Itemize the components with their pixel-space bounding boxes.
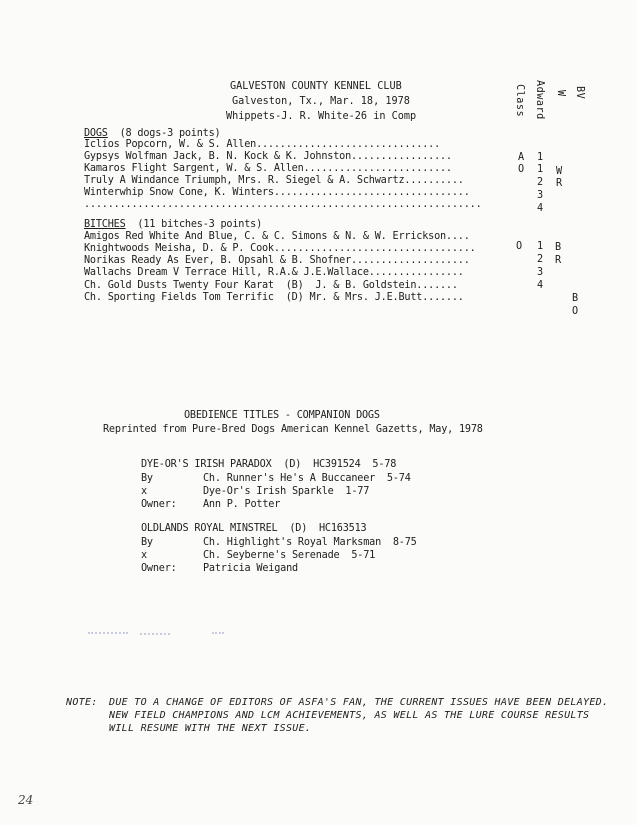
dogs-mark-award: 4 [537, 203, 544, 214]
dogs-mark-class: A [518, 152, 525, 163]
obedience-owner-value: Ann P. Potter [203, 499, 281, 510]
bitches-entry: Knightwoods Meisha, D. & P. Cook.................................. [84, 243, 476, 254]
bitches-mark-award: 3 [537, 267, 544, 278]
event-location-date: Galveston, Tx., Mar. 18, 1978 [232, 96, 410, 107]
obedience-source: Reprinted from Pure-Bred Dogs American Kennel Gazetts, May, 1978 [103, 424, 483, 435]
obedience-by-label: By [141, 537, 153, 548]
obedience-x-value: Dye-Or's Irish Sparkle 1-77 [203, 486, 370, 497]
dogs-entry: Truly A Windance Triumph, Mrs. R. Siegel & A. Schwartz.......... [84, 175, 464, 186]
dogs-mark-award: 2 [537, 177, 544, 188]
judge-line: Whippets-J. R. White-26 in Comp [226, 111, 417, 122]
bitches-mark-award: 4 [537, 280, 544, 291]
bitches-entry: Wallachs Dream V Terrace Hill, R.A.& J.E.Wallace................ [84, 267, 464, 278]
bitches-mark-w: R [555, 255, 562, 266]
obedience-x-label: x [141, 486, 147, 497]
column-header-class: Class [514, 84, 525, 118]
bitches-entry: Ch. Sporting Fields Tom Terrific (D) Mr. & Mrs. J.E.Butt....... [84, 292, 464, 303]
dogs-mark-award: 3 [537, 190, 544, 201]
scan-smudge [88, 632, 128, 634]
dogs-mark-award: 1 [537, 164, 544, 175]
obedience-by-value: Ch. Runner's He's A Buccaneer 5-74 [203, 473, 411, 484]
page-number: 24 [18, 793, 34, 807]
obedience-by-label: By [141, 473, 153, 484]
bitches-mark-award: 2 [537, 254, 544, 265]
bitches-mark-bv: B [572, 293, 579, 304]
bitches-entry: Amigos Red White And Blue, C. & C. Simons & N. & W. Errickson.... [84, 231, 470, 242]
bitches-mark-bv: O [572, 306, 579, 317]
dogs-count: (8 dogs-3 points) [119, 128, 221, 139]
dogs-mark-class: O [518, 164, 525, 175]
obedience-owner-label: Owner: [141, 563, 177, 574]
note-line: WILL RESUME WITH THE NEXT ISSUE. [109, 723, 312, 734]
obedience-owner-label: Owner: [141, 499, 177, 510]
scan-smudge [140, 633, 170, 635]
dogs-entry: Kamaros Flight Sargent, W. & S. Allen......................... [84, 163, 452, 174]
obedience-record-name: DYE-OR'S IRISH PARADOX (D) HC391524 5-78 [141, 459, 397, 470]
obedience-x-label: x [141, 550, 147, 561]
dogs-entry: Gypsys Wolfman Jack, B. N. Kock & K. Johnston................. [84, 151, 452, 162]
bitches-heading-label: BITCHES [84, 219, 126, 230]
bitches-mark-award: 1 [537, 241, 544, 252]
column-header-award: Adward [534, 80, 545, 120]
bitches-mark-w: B [555, 242, 562, 253]
dogs-entry: Iclios Popcorn, W. & S. Allen............................... [84, 139, 441, 150]
obedience-x-value: Ch. Seyberne's Serenade 5-71 [203, 550, 376, 561]
dogs-heading-label: DOGS [84, 128, 108, 139]
bitches-mark-class: O [516, 241, 523, 252]
club-title: GALVESTON COUNTY KENNEL CLUB [230, 81, 402, 92]
column-header-bv: BV [574, 86, 585, 100]
dogs-entry: Winterwhip Snow Cone, K. Winters................................. [84, 187, 470, 198]
dogs-mark-award: 1 [537, 152, 544, 163]
bitches-count: (11 bitches-3 points) [137, 219, 263, 230]
note-line: NEW FIELD CHAMPIONS AND LCM ACHIEVEMENTS, AS WELL AS THE LURE COURSE RESULTS [109, 710, 590, 721]
dogs-entry: ................................................................... [84, 199, 482, 210]
dogs-mark-w: W [556, 166, 563, 177]
obedience-title: OBEDIENCE TITLES - COMPANION DOGS [184, 410, 380, 421]
bitches-entry: Norikas Ready As Ever, B. Opsahl & B. Shofner.................... [84, 255, 470, 266]
obedience-owner-value: Patricia Weigand [203, 563, 298, 574]
obedience-record-name: OLDLANDS ROYAL MINSTREL (D) HC163513 [141, 523, 367, 534]
scan-smudge [212, 632, 224, 634]
bitches-entry: Ch. Gold Dusts Twenty Four Karat (B) J. & B. Goldstein....... [84, 280, 458, 291]
obedience-by-value: Ch. Highlight's Royal Marksman 8-75 [203, 537, 417, 548]
bitches-heading [84, 219, 262, 231]
column-header-w: W [555, 90, 566, 97]
note-line: DUE TO A CHANGE OF EDITORS OF ASFA'S FAN, THE CURRENT ISSUES HAVE BEEN DELAYED. [109, 697, 609, 708]
dogs-mark-w: R [556, 178, 563, 189]
note-label: NOTE: [66, 697, 98, 708]
